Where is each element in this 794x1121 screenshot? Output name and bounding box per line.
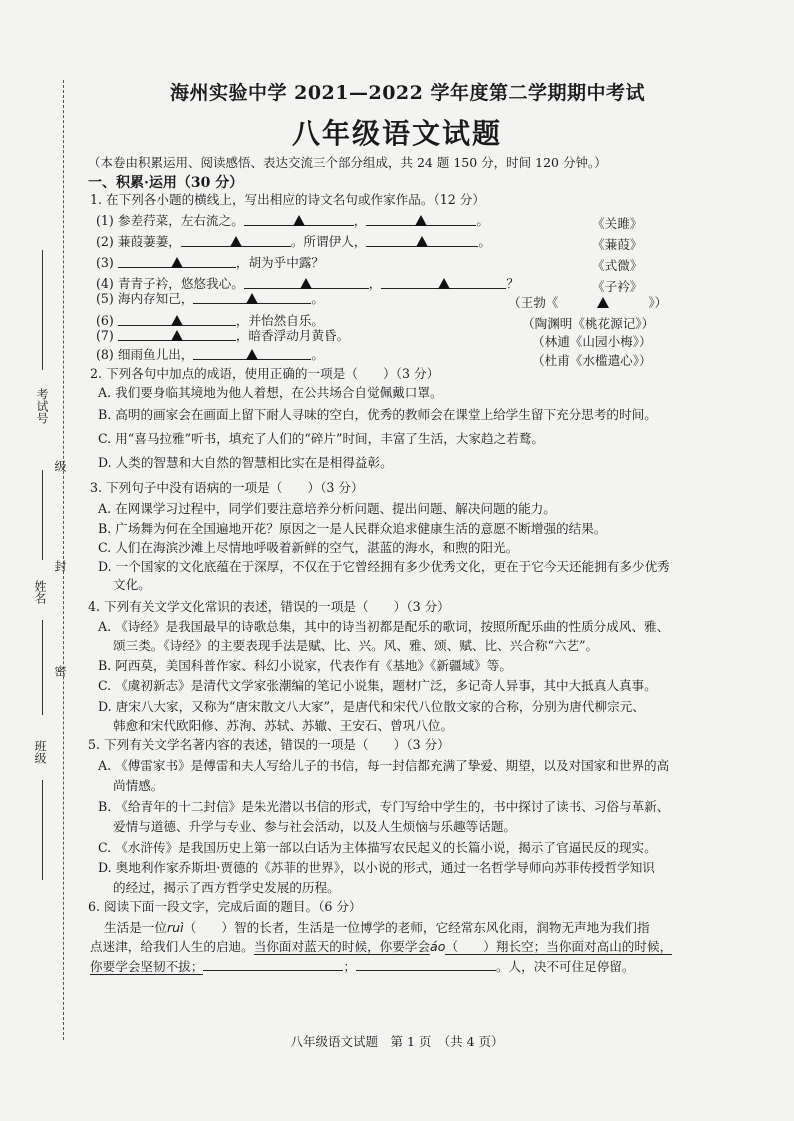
triangle-icon bbox=[597, 297, 609, 308]
q6-paragraph-line1: 生活是一位ruì（ ）智的长者，生活是一位博学的老师，它经常东风化雨，润物无声地为我们指 bbox=[104, 920, 650, 935]
q2-option-d[interactable]: D. 人类的智慧和大自然的智慧相比实在是相得益彰。 bbox=[98, 455, 393, 470]
triangle-icon bbox=[246, 349, 258, 360]
q1-source-3: 《式微》 bbox=[592, 258, 643, 273]
q5-option-c[interactable]: C. 《水浒传》是我国历史上第一部以白话为主体描写农民起义的长篇小说，揭示了官逼民反的现实。 bbox=[98, 840, 657, 855]
answer-blank[interactable] bbox=[118, 253, 236, 268]
triangle-icon bbox=[246, 293, 258, 304]
q1-item-4: (4) 青青子衿，悠悠我心。 ， ？ bbox=[96, 276, 519, 291]
side-label-grade: 级 bbox=[53, 460, 67, 472]
q2-stem: 2. 下列各句中加点的成语，使用正确的一项是（ ）（3 分） bbox=[90, 366, 440, 381]
q1-source-4: 《子衿》 bbox=[592, 279, 643, 294]
q5-option-b-line2: 爱情与道德、升学与专业、参与社会活动，以及人生烦恼与乐趣等话题。 bbox=[113, 819, 516, 834]
triangle-icon bbox=[438, 278, 450, 289]
paper-note: （本卷由积累运用、阅读感悟、表达交流三个部分组成，共 24 题 150 分，时间 120 分钟。） bbox=[88, 155, 607, 170]
paper-title: 八年级语文试题 bbox=[291, 117, 502, 150]
side-line-exam-number bbox=[42, 250, 43, 370]
triangle-icon bbox=[416, 236, 428, 247]
answer-blank[interactable] bbox=[356, 956, 496, 971]
q5-option-d-line1[interactable]: D. 奥地利作家乔斯坦·贾德的《苏菲的世界》，以小说的形式，通过一名哲学导师向苏菲传授哲学知识 bbox=[98, 860, 655, 875]
q1-source-2: 《蒹葭》 bbox=[592, 237, 643, 252]
q4-option-d-line1[interactable]: D. 唐宋八大家，又称为“唐宋散文八大家”，是唐代和宋代八位散文家的合称，分别为唐代柳宗元、 bbox=[98, 699, 645, 714]
triangle-icon bbox=[415, 215, 427, 226]
answer-blank[interactable] bbox=[558, 295, 648, 309]
q6-stem: 6. 阅读下面一段文字，完成后面的题目。（6 分） bbox=[88, 899, 362, 914]
answer-blank[interactable] bbox=[366, 232, 478, 247]
side-label-exam-number: 考试号 bbox=[35, 388, 49, 424]
pinyin-ruì: ruì bbox=[166, 920, 184, 935]
answer-blank[interactable] bbox=[181, 232, 291, 247]
triangle-icon bbox=[171, 315, 183, 326]
q5-option-a-line2: 尚情感。 bbox=[113, 778, 164, 793]
answer-blank[interactable] bbox=[366, 211, 476, 226]
q4-option-b[interactable]: B. 阿西莫，美国科普作家、科幻小说家，代表作有《基地》《新疆域》等。 bbox=[98, 658, 512, 673]
answer-blank[interactable] bbox=[244, 274, 369, 289]
q3-option-a[interactable]: A. 在网课学习过程中，同学们要注意培养分析问题、提出问题、解决问题的能力。 bbox=[98, 501, 556, 516]
triangle-icon bbox=[171, 257, 183, 268]
side-line-grade bbox=[42, 470, 43, 560]
q4-option-a-line2: 颂三类。《诗经》的主要表现手法是赋、比、兴。风、雅、颂、赋、比、兴合称“六艺”。 bbox=[113, 638, 599, 653]
q4-stem: 4. 下列有关文学文化常识的表述，错误的一项是（ ）（3 分） bbox=[88, 599, 450, 614]
q3-option-d-line1[interactable]: D. 一个国家的文化底蕴在于深厚，不仅在于它曾经拥有多少优秀文化，更在于它今天还能拥有多少优秀 bbox=[98, 559, 670, 574]
q1-source-7: （林逋《山园小梅》） bbox=[532, 334, 652, 349]
q1-item-7: (7) ，暗香浮动月黄昏。 bbox=[96, 328, 350, 343]
q5-option-d-line2: 的经过，揭示了西方哲学史发展的历程。 bbox=[113, 880, 340, 895]
given-line: 参差荇菜，左右流之。 bbox=[117, 213, 244, 228]
section-heading: 一、积累·运用（30 分） bbox=[88, 175, 244, 191]
triangle-icon bbox=[230, 236, 242, 247]
page-footer: 八年级语文试题 第 1 页 （共 4 页） bbox=[290, 1034, 504, 1049]
item-number: (1) bbox=[96, 213, 114, 228]
answer-blank[interactable] bbox=[118, 311, 236, 326]
pinyin-áo: áo bbox=[430, 939, 446, 954]
q1-source-6: （陶渊明《桃花源记》） bbox=[522, 316, 655, 331]
q1-item-6: (6) ，并怡然自乐。 bbox=[96, 313, 325, 328]
answer-blank[interactable] bbox=[118, 326, 236, 341]
side-label-secret: 密 bbox=[53, 665, 67, 677]
q1-item-8: (8) 细雨鱼儿出， 。 bbox=[96, 347, 325, 362]
q3-stem: 3. 下列句子中没有语病的一项是（ ）（3 分） bbox=[90, 480, 364, 495]
side-label-class: 班级 bbox=[33, 740, 47, 764]
q1-item-1: (1) 参差荇菜，左右流之。 ， 。 bbox=[96, 213, 489, 228]
q5-option-a-line1[interactable]: A. 《傅雷家书》是傅雷和夫人写给儿子的书信，每一封信都充满了挚爱、期望，以及对国家和世界的高 bbox=[98, 758, 670, 773]
answer-blank[interactable] bbox=[381, 274, 506, 289]
q3-option-b[interactable]: B. 广场舞为何在全国遍地开花？原因之一是人民群众追求健康生活的意愿不断增强的结果。 bbox=[98, 521, 607, 536]
q1-item-5: (5) 海内存知己， 。 bbox=[96, 291, 325, 306]
answer-blank[interactable] bbox=[193, 345, 311, 360]
q5-stem: 5. 下列有关文学名著内容的表述，错误的一项是（ ）（3 分） bbox=[88, 737, 450, 752]
q1-stem: 1. 在下列各小题的横线上，写出相应的诗文名句或作家作品。（12 分） bbox=[90, 192, 485, 207]
side-label-seal: 封 bbox=[53, 560, 67, 572]
q5-option-b-line1[interactable]: B. 《给青年的十二封信》是朱光潜以书信的形式，专门写给中学生的，书中探讨了读书、习俗与革新、 bbox=[98, 799, 670, 814]
answer-blank[interactable] bbox=[203, 956, 343, 971]
triangle-icon bbox=[293, 215, 305, 226]
q2-option-a[interactable]: A. 我们要身临其境地为他人着想，在公共场合自觉佩戴口罩。 bbox=[98, 385, 443, 400]
q1-item-3: (3) ，胡为乎中露？ bbox=[96, 255, 325, 270]
side-line-name bbox=[42, 620, 43, 715]
q2-option-b[interactable]: B. 高明的画家会在画面上留下耐人寻味的空白，优秀的教师会在课堂上给学生留下充分思考的时间。 bbox=[98, 407, 657, 422]
q6-paragraph-line3: 你要学会坚韧不拔； ； 。人，决不可住足停留。 bbox=[90, 956, 634, 977]
q2-option-c[interactable]: C. 用“喜马拉雅”听书，填充了人们的“碎片”时间，丰富了生活，大家趋之若鹜。 bbox=[98, 431, 544, 446]
q4-option-c[interactable]: C. 《虞初新志》是清代文学家张潮编的笔记小说集，题材广泛，多记奇人异事，其中大抵真人真事。 bbox=[98, 678, 657, 693]
underlined-sentence: 当你面对蓝天的时候，你要学会 bbox=[253, 939, 431, 954]
q3-option-c[interactable]: C. 人们在海滨沙滩上尽情地呼吸着新鲜的空气，湛蓝的海水，和煦的阳光。 bbox=[98, 540, 519, 555]
answer-blank[interactable] bbox=[193, 289, 311, 304]
triangle-icon bbox=[300, 278, 312, 289]
exam-title: 海州实验中学 2021—2022 学年度第二学期期中考试 bbox=[170, 82, 645, 104]
q6-paragraph-line2: 点迷津，给我们人生的启迪。当你面对蓝天的时候，你要学会áo（ ）翔长空；当你面对高山的时候， bbox=[90, 939, 673, 954]
q4-option-a-line1[interactable]: A. 《诗经》是我国最早的诗歌总集，其中的诗当初都是配乐的歌词，按照所配乐曲的性质分成风、雅、 bbox=[98, 619, 670, 634]
triangle-icon bbox=[171, 330, 183, 341]
q4-option-d-line2: 韩愈和宋代欧阳修、苏洵、苏轼、苏辙、王安石、曾巩八位。 bbox=[113, 718, 454, 733]
q1-source-8: （杜甫《水槛遣心》） bbox=[532, 353, 652, 368]
q3-option-d-line2: 文化。 bbox=[113, 577, 151, 592]
answer-blank[interactable] bbox=[244, 211, 354, 226]
q1-source-1: 《关雎》 bbox=[592, 216, 643, 231]
side-line-class bbox=[42, 780, 43, 880]
q1-item-2: (2) 蒹葭萋萋， 。所谓伊人， 。 bbox=[96, 234, 491, 249]
side-label-name: 姓名 bbox=[33, 580, 47, 604]
q1-source-5: （王勃《 》） bbox=[508, 295, 668, 310]
